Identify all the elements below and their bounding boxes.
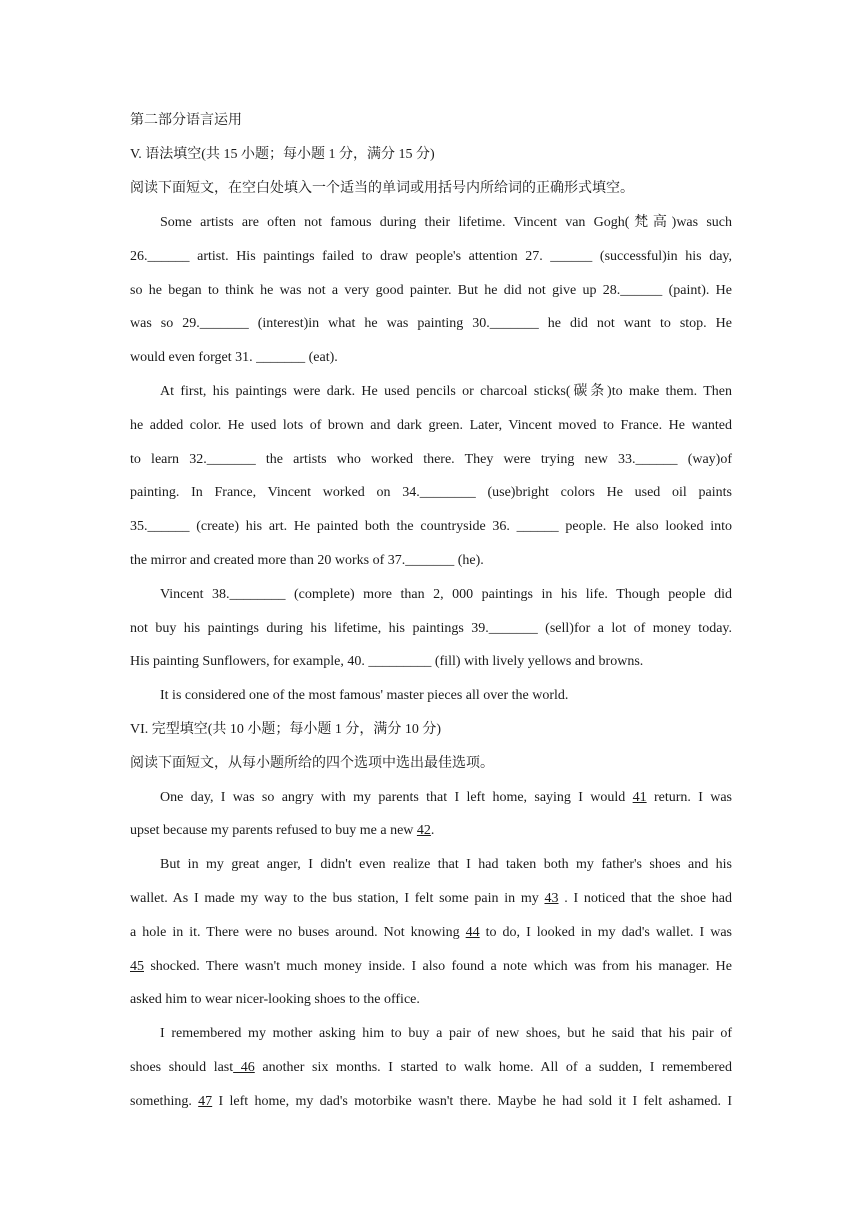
text-segment: he added color. He used lots of brown and dark green. Later, Vincent moved to France. He wanted (130, 418, 732, 433)
passage-line (130, 889, 732, 909)
text-segment: But in my great anger, I didn't even realize that I had taken both my father's shoes and his (160, 857, 732, 872)
text-segment: the mirror and created more than 20 works of 37._______ (he). (130, 553, 484, 568)
text-segment: Vincent 38.________ (complete) more than 2, 000 paintings in his life. Though people did (160, 587, 732, 602)
text-segment: 26.______ artist. His paintings failed to draw people's attention 27. ______ (successful)in his day, (130, 249, 732, 264)
text-segment: His painting Sunflowers, for example, 40. _________ (fill) with lively yellows and browns. (130, 654, 644, 669)
passage-line (160, 1024, 732, 1044)
part-vi-heading (130, 720, 732, 740)
blank-number: 46 (233, 1060, 255, 1075)
passage-line (130, 314, 732, 334)
text-segment: return. I was (646, 790, 732, 805)
passage-line (130, 1092, 732, 1112)
passage-line (160, 213, 732, 233)
text-segment: V. 语法填空(共 15 小题；每小题 1 分，满分 15 分) (130, 147, 435, 162)
blank-number: 44 (465, 925, 480, 940)
part-v-instruction (130, 179, 732, 199)
passage-line (130, 619, 732, 639)
text-segment: 第二部分语言运用 (130, 113, 242, 128)
blank-number: 47 (198, 1094, 213, 1109)
passage-line (130, 923, 732, 943)
passage-line (160, 788, 732, 808)
text-segment: painting. In France, Vincent worked on 34.________ (use)bright colors He used oil paints (130, 485, 732, 500)
text-segment: 阅读下面短文，在空白处填入一个适当的单词或用括号内所给词的正确形式填空。 (130, 181, 634, 196)
text-segment: Some artists are often not famous during their lifetime. Vincent van Gogh(梵高)was such (160, 215, 732, 230)
part-v-heading (130, 145, 732, 165)
text-segment: asked him to wear nicer-looking shoes to the office. (130, 992, 420, 1007)
text-segment: a hole in it. There were no buses around. Not knowing (130, 925, 466, 940)
passage-line (130, 821, 732, 841)
passage-line (130, 1058, 732, 1078)
text-segment: VI. 完型填空(共 10 小题；每小题 1 分，满分 10 分) (130, 722, 442, 737)
text-segment: something. (130, 1094, 199, 1109)
text-segment: . I noticed that the shoe had (558, 891, 732, 906)
section-heading (130, 111, 732, 131)
passage-line (130, 990, 732, 1010)
passage-line (130, 416, 732, 436)
passage-line (130, 652, 732, 672)
blank-number: 45 (130, 959, 144, 974)
text-segment: upset because my parents refused to buy me a new (130, 823, 417, 838)
text-segment: to do, I looked in my dad's wallet. I was (479, 925, 732, 940)
passage-line (160, 686, 732, 706)
passage-line (160, 585, 732, 605)
blank-number: 41 (632, 790, 647, 805)
passage-line (130, 517, 732, 537)
text-segment: . (430, 823, 435, 838)
text-segment: 阅读下面短文，从每小题所给的四个选项中选出最佳选项。 (130, 756, 494, 771)
text-segment: shocked. There wasn't much money inside. I also found a note which was from his manager. He (144, 959, 732, 974)
text-segment: so he began to think he was not a very good painter. But he did not give up 28.______ (paint). He (130, 283, 732, 298)
passage-line (130, 483, 732, 503)
text-segment: would even forget 31. _______ (eat). (130, 350, 338, 365)
text-segment: another six months. I started to walk home. All of a sudden, I remembered (254, 1060, 732, 1075)
blank-number: 43 (544, 891, 559, 906)
passage-line (130, 348, 732, 368)
text-segment: I left home, my dad's motorbike wasn't there. Maybe he had sold it I felt ashamed. I (212, 1094, 732, 1109)
passage-line (160, 382, 732, 402)
passage-line (130, 551, 732, 571)
passage-line (130, 450, 732, 470)
passage-line (130, 957, 732, 977)
text-segment: wallet. As I made my way to the bus station, I felt some pain in my (130, 891, 545, 906)
text-segment: It is considered one of the most famous' master pieces all over the world. (160, 688, 569, 703)
blank-number: 42 (416, 823, 431, 838)
text-segment: I remembered my mother asking him to buy a pair of new shoes, but he said that his pair of (160, 1026, 732, 1041)
part-vi-instruction (130, 754, 732, 774)
text-segment: was so 29._______ (interest)in what he was painting 30._______ he did not want to stop. He (130, 316, 732, 331)
passage-line (130, 247, 732, 267)
text-segment: One day, I was so angry with my parents that I left home, saying I would (160, 790, 633, 805)
text-segment: not buy his paintings during his lifetime, his paintings 39._______ (sell)for a lot of money today. (130, 621, 732, 636)
text-segment: At first, his paintings were dark. He used pencils or charcoal sticks(碳条)to make them. Then (160, 384, 732, 399)
text-segment: shoes should last (130, 1060, 234, 1075)
passage-line (130, 281, 732, 301)
passage-line (160, 855, 732, 875)
text-segment: to learn 32._______ the artists who worked there. They were trying new 33.______ (way)of (130, 452, 732, 467)
text-segment: 35.______ (create) his art. He painted both the countryside 36. ______ people. He also looked into (130, 519, 732, 534)
